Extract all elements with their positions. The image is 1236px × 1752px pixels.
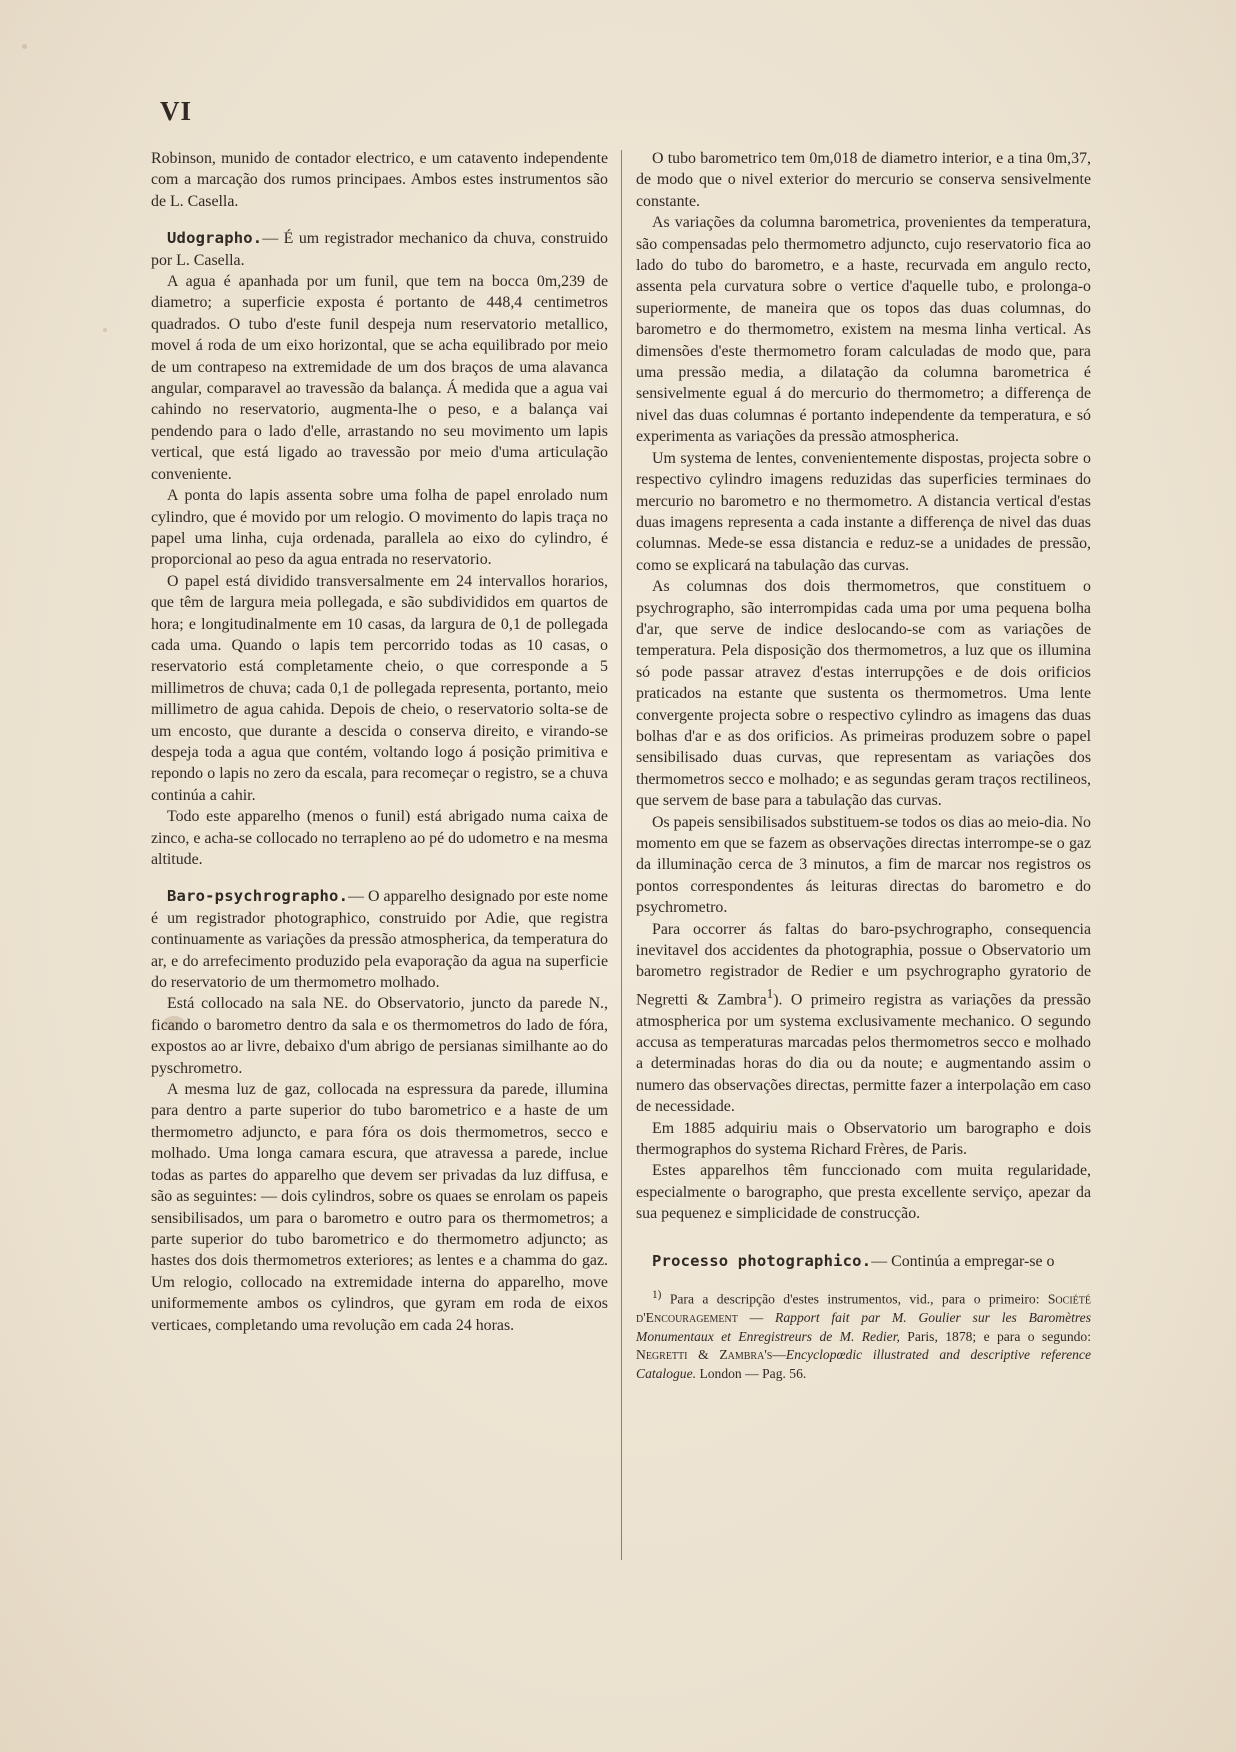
paragraph: As variações da columna barometrica, provenientes da temperatura, são compensadas pelo thermometro adjuncto, cujo reservatorio fica ao lado do tubo do barometro, e a haste, recurvada em angulo recto, assenta pela curvatura sobre o vertice d'aquelle tubo, e prolonga-o superiormente, de maneira que os topos das duas columnas, do barometro e do thermometro, existem na mesma linha vertical. As dimensões d'este thermometro foram calculadas de modo que, para uma pressão media, a dilatação da columna barometrica é sensivelmente egual á do mercurio do thermometro; a differença de nivel das duas columnas é portanto independente da temperatura, e só experimenta as variações da pressão atmospherica.	[636, 214, 1091, 446]
footnote-publisher: Société d'Encouragement	[636, 1291, 1091, 1326]
footnote-text: London — Pag. 56.	[696, 1365, 807, 1381]
udographo-section	[151, 228, 608, 271]
paragraph: A agua é apanhada por um funil, que tem na bocca 0m,239 de diametro; a superficie exposta é portanto de 448,4 centimetros quadrados. O tubo d'este funil despeja num reservatorio metallico, movel á roda de um eixo horizontal, que se acha equilibrado por meio de um contrapeso na extremidade de um dos braços de uma alavanca angular, comparavel ao travessão da balança. Á medida que a agua vai cahindo no reservatorio, augmenta-lhe o peso, e a balança vai pendendo para o lado d'elle, arrastando no seu movimento um lapis vertical, que está ligado ao travessão por meio d'uma articulação conveniente.	[151, 273, 608, 483]
page-number: VI	[160, 96, 193, 126]
paragraph: O papel está dividido transversalmente em 24 intervallos horarios, que têm de largura meia pollegada, e são subdivididos em quartos de hora; e longitudinalmente em 10 casas, da largura de 0,1 de pollegada cada uma. Quando o lapis tem percorrido todas as 10 casas, o reservatorio está completamente cheio, o que corresponde a 5 millimetros de chuva; cada 0,1 de pollegada representa, portanto, meio millimetro de agua cahida. Depois de cheio, o reservatorio solta-se de um encosto, que durante a descida o conserva direito, e virando-se despeja toda a agua que contém, voltando logo á posição primitiva e repondo o lapis no zero da escala, para recomeçar o registro, se a chuva continúa a cahir.	[151, 572, 608, 804]
paragraph: O tubo barometrico tem 0m,018 de diametro interior, e a tina 0m,37, de modo que o nivel exterior do mercurio se conserva sensivelmente constante.	[636, 150, 1091, 210]
paragraph: Robinson, munido de contador electrico, e um catavento independente com a marcação dos rumos principaes. Ambos estes instrumentos são de L. Casella.	[151, 150, 608, 210]
paper-spot	[22, 44, 27, 49]
paragraph-text: Para occorrer ás faltas do baro-psychrographo, consequencia inevitavel dos accidentes da photographia, possue o Observatorio um barometro registrador de Redier e um psychrographo gyratorio de Negretti & Zambra	[636, 920, 1091, 1009]
section-heading: Processo photographico.	[652, 1251, 872, 1270]
processo-section	[636, 1251, 1091, 1272]
section-heading: Baro-psychrographo.	[167, 887, 349, 906]
section-intro: — É um registrador mechanico da chuva, construido por L. Casella.	[151, 230, 608, 269]
left-column	[151, 148, 608, 1336]
section-intro: — Continúa a empregar-se o	[871, 1252, 1055, 1270]
paper-spot	[103, 328, 107, 332]
footnote-dash: —	[737, 1310, 776, 1326]
paragraph: A ponta do lapis assenta sobre uma folha de papel enrolado num cylindro, que é movido por um relogio. O movimento do lapis traça no papel uma linha, cuja ordenada, parallela ao eixo do cylindro, é proporcional ao peso da agua entrada no reservatorio.	[151, 487, 608, 569]
section-intro: — O apparelho designado por este nome é um registrador photographico, construido por Adie, que registra continuamente as variações da pressão atmospherica, da temperatura do ar, e do arrefecimento produzido pela evaporação da agua na superficie do reservatorio de um thermometro molhado.	[151, 888, 608, 992]
paragraph: Todo este apparelho (menos o funil) está abrigado numa caixa de zinco, e acha-se collocado no terrapleno ao pé do udometro e na mesma altitude.	[151, 808, 608, 868]
footnote-publisher: Negretti & Zambra's	[636, 1347, 773, 1363]
paragraph: Os papeis sensibilisados substituem-se todos os dias ao meio-dia. No momento em que se fazem as observações directas interrompe-se o gaz da illuminação cerca de 3 minutos, a fim de marcar nos registros os pontos correspondentes ás leituras directas do barometro e do psychrometro.	[636, 813, 1091, 917]
paragraph	[636, 919, 1091, 1118]
paragraph: Um systema de lentes, convenientemente dispostas, projecta sobre o respectivo cylindro imagens reduzidas das superficies terminaes do mercurio no barometro e no thermometro. A distancia vertical d'estas duas imagens representa a cada instante a differença de nivel das duas columnas. Mede-se essa distancia e reduz-se a unidades de pressão, como se explicará na tabulação das curvas.	[636, 449, 1091, 574]
footnote: $^{1)}$ Para a descripção d'estes instrumentos, vid., para o primeiro: Société d'Encouragement — Rapport fait par M. Goulier sur les Baromètres Monumentaux et Enregistreurs de M. Redier, Paris, 1878; e para o segundo: Negretti & Zambra's—Encyclopœdic illustrated and descriptive reference Catalogue. London — Pag. 56.	[636, 1289, 1092, 1381]
baro-section	[151, 886, 608, 993]
paragraph: As columnas dos dois thermometros, que constituem o psychrographo, são interrompidas cada uma por uma pequena bolha d'ar, que serve de indice deslocando-se com as variações de temperatura. Pela disposição dos thermometros, a luz que os illumina só pode passar atravez d'estas interrupções e de dois orificios praticados na estante que sustenta os thermometros. Uma lente convergente projecta sobre o respectivo cylindro as imagens das duas bolhas d'ar e as dos orificios. As primeiras produzem sobre o papel sensibilisado duas curvas, que representam as variações dos thermometros secco e molhado; e as segundas geram traços rectilineos, que servem de base para a tabulação das curvas.	[636, 578, 1091, 810]
footnote-title: Encyclopœdic illustrated and descriptive reference Catalogue.	[636, 1347, 1091, 1381]
paragraph: Estes apparelhos têm funccionado com muita regularidade, especialmente o barographo, que presta excellente serviço, apezar da sua pequenez e simplicidade de construcção.	[636, 1162, 1091, 1223]
footnote-reference: 1	[766, 985, 774, 1001]
paragraph-text: ). O primeiro registra as variações da pressão atmospherica por um systema exclusivamente mechanico. O segundo accusa as temperaturas marcadas pelos thermometros secco e molhado a determinadas horas do dia ou da noute; e augmentando assim o numero das observações directas, permitte fazer a interpolação em caso de necessidade.	[636, 991, 1091, 1116]
paragraph: Está collocado na sala NE. do Observatorio, juncto da parede N., ficando o barometro dentro da sala e os thermometros do lado de fóra, expostos ao ar livre, debaixo d'um abrigo de persianas similhante ao do pyschrometro.	[151, 995, 608, 1077]
footnotes	[636, 1286, 1091, 1383]
column-divider	[621, 150, 622, 1560]
footnote-title: Rapport fait par M. Goulier sur les Baromètres Monumentaux et Enregistreurs de M. Redier,	[636, 1310, 1092, 1344]
footnote-text: Para a descripção d'estes instrumentos, vid., para o primeiro:	[669, 1291, 1040, 1307]
paragraph: Em 1885 adquiriu mais o Observatorio um barographo e dois thermographos do systema Richard Frères, de Paris.	[636, 1119, 1091, 1158]
paragraph: A mesma luz de gaz, collocada na espressura da parede, illumina para dentro a parte superior do tubo barometrico e a haste de um thermometro adjuncto, e para fóra os dois thermometros, secco e molhado. Uma longa camara escura, que atravessa a parede, inclue todas as partes do apparelho que devem ser privadas da luz diffusa, e são as seguintes: — dois cylindros, sobre os quaes se enrolam os papeis sensibilisados, um para o barometro e outro para os thermometros; a parte superior do tubo barometrico e do thermometro adjuncto; as hastes dos dois thermometros exteriores; as lentes e a chamma do gaz. Um relogio, collocado na extremidade interna do apparelho, move uniformemente ambos os cylindros, que gyram em roda de eixos verticaes, completando uma revolução em cada 24 horas.	[151, 1081, 608, 1334]
section-heading: Udographo.	[167, 229, 263, 248]
footnote-text: Paris, 1878; e para o segundo:	[899, 1328, 1091, 1344]
right-column	[636, 148, 1091, 1383]
footnote-mark: 1)	[652, 1289, 662, 1302]
